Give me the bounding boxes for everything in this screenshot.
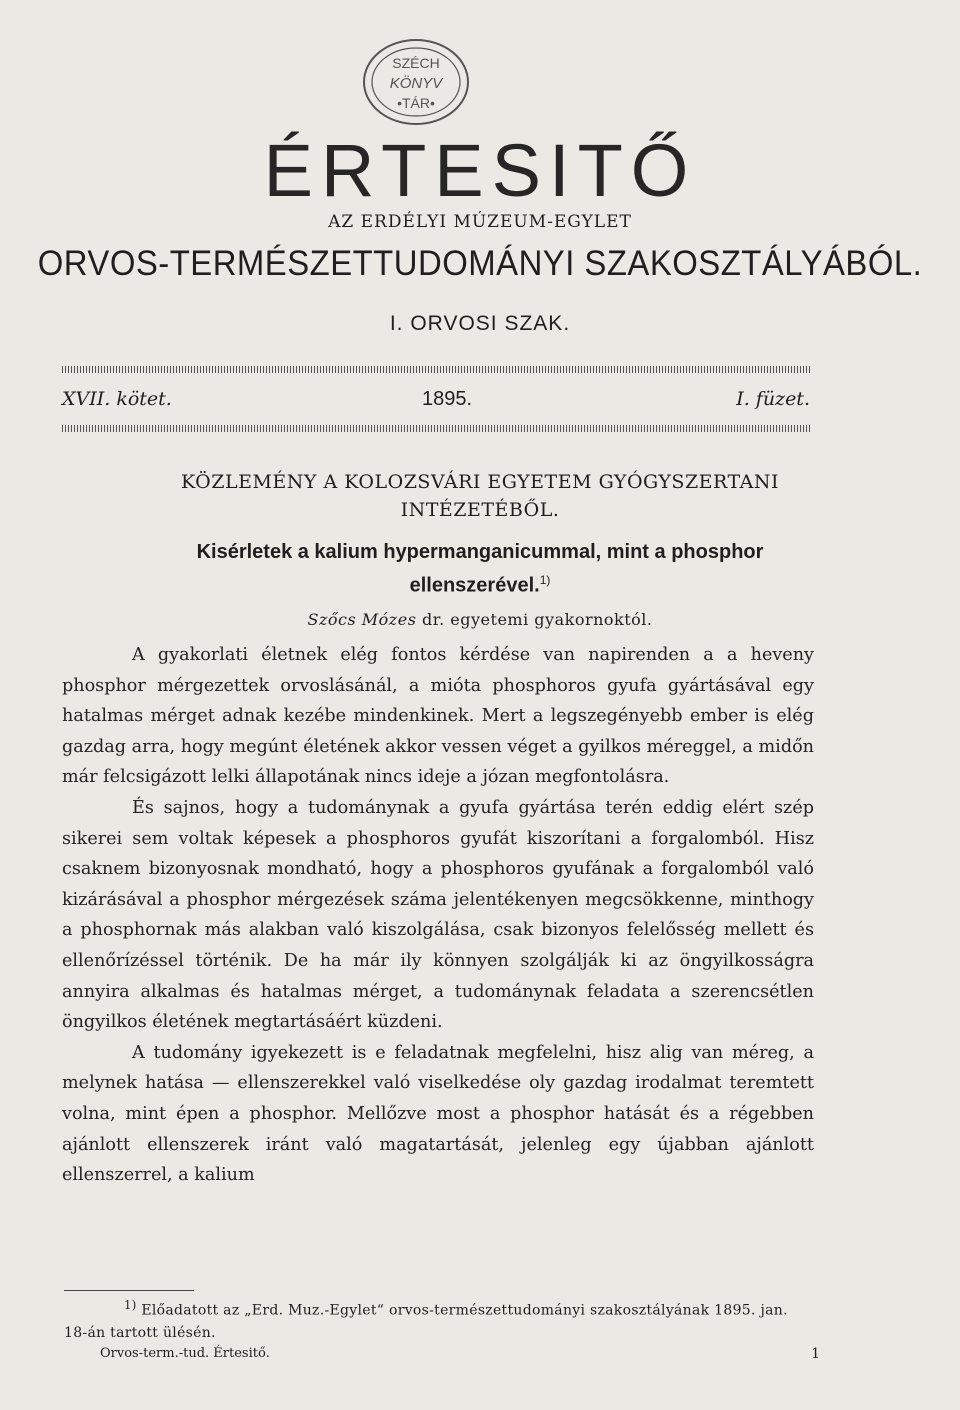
library-stamp [356,30,476,130]
footnote-reference: 1) [539,573,551,587]
section-name: I. ORVOSI SZAK. [389,312,571,335]
footnote-mark: 1) [124,1298,137,1312]
svg-text:SZÉCH: SZÉCH [392,55,440,71]
svg-text:•TÁR•: •TÁR• [397,95,435,111]
journal-subtitle: AZ ERDÉLYI MÚZEUM-EGYLET [328,212,632,232]
decorative-rule-bottom [62,425,810,432]
section-title: ORVOS-TERMÉSZETTUDOMÁNYI SZAKOSZTÁLYÁBÓL. [37,244,923,283]
footnote-text: Előadatott az „Erd. Muz.-Egylet“ orvos-természettudományi szakosztályának 1895. jan. 18-án tartott ülésén. [64,1302,788,1341]
body-paragraph-3: A tudomány igyekezett is e feladatnak megfelelni, hisz alig van méreg, a melynek hatása — ellenszerekkel való viselkedése oly gazdag irodalmat teremtett volna, mint épen a phosphor. Mellőzve most a phosphor hatását és a régebben ajánlott ellenszerek iránt való magatartását, jelenleg egy újabban ajánlott ellenszerrel, a kalium [62,1042,814,1186]
library-stamp-icon [356,30,476,130]
institute-heading-line1: KÖZLEMÉNY A KOLOZSVÁRI EGYETEM GYÓGYSZERTANI [181,471,779,493]
volume-issue: I. füzet. [736,388,810,410]
author-name: Szőcs Mózes [307,610,417,629]
article-title-line2: ellenszerével. [409,574,540,597]
institute-heading [0,468,960,524]
page-footer [100,1346,820,1366]
page-number: 1 [811,1346,820,1362]
body-paragraph-2: És sajnos, hogy a tudománynak a gyufa gyártása terén eddig elért szép sikerei sem voltak képesek a phosphoros gyufát kiszorítani a forgalomból. Hisz csaknem bizonyosnak mondható, hogy a phosphoros gyufának a forgalomból való kizárásával a phosphor mérgezések száma jelentékenyen megcsökkenne, minthogy a phosphornak más alakban való kiszolgálása, csak bizonyos felelősség mellett és ellenőrízéssel történik. De ha már ily könnyen szolgálják ki az öngyilkosságra annyira alkalmas és hatalmas mérget, a tudománynak feladata a szerencsétlen öngyilkos életének megtartásáért küzdeni. [62,797,814,1033]
article-title [0,538,960,600]
author-line [0,610,960,629]
volume-label: XVII. kötet. [62,388,172,410]
article-title-line2-wrap [0,566,960,600]
svg-text:KÖNYV: KÖNYV [389,75,443,92]
footer-journal-name: Orvos-term.-tud. Értesitő. [100,1346,270,1361]
article-title-line1: Kisérletek a kalium hypermanganicummal, mint a phosphor [196,541,764,563]
footnote [64,1294,814,1344]
author-suffix: dr. egyetemi gyakornoktól. [422,610,653,629]
institute-heading-line2: INTÉZETÉBŐL. [400,499,560,521]
article-body [62,640,814,1191]
volume-row [62,388,810,418]
body-paragraph-1: A gyakorlati életnek elég fontos kérdése van napirenden a a heveny phosphor mérgezettek orvoslásánál, a mióta phosphoros gyufa gyártásával egy hatalmas mérget adnak kezébe mindenkinek. Mert a legszegényebb ember is elég gazdag arra, hogy megúnt életének akkor vessen véget a gyilkos méreggel, a midőn már felcsigázott lelki állapotának nincs ideje a józan megfontolásra. [62,645,814,788]
journal-title: ÉRTESITŐ [263,129,697,212]
decorative-rule-top [62,366,810,373]
volume-year: 1895. [422,388,473,410]
footnote-divider [64,1290,194,1291]
